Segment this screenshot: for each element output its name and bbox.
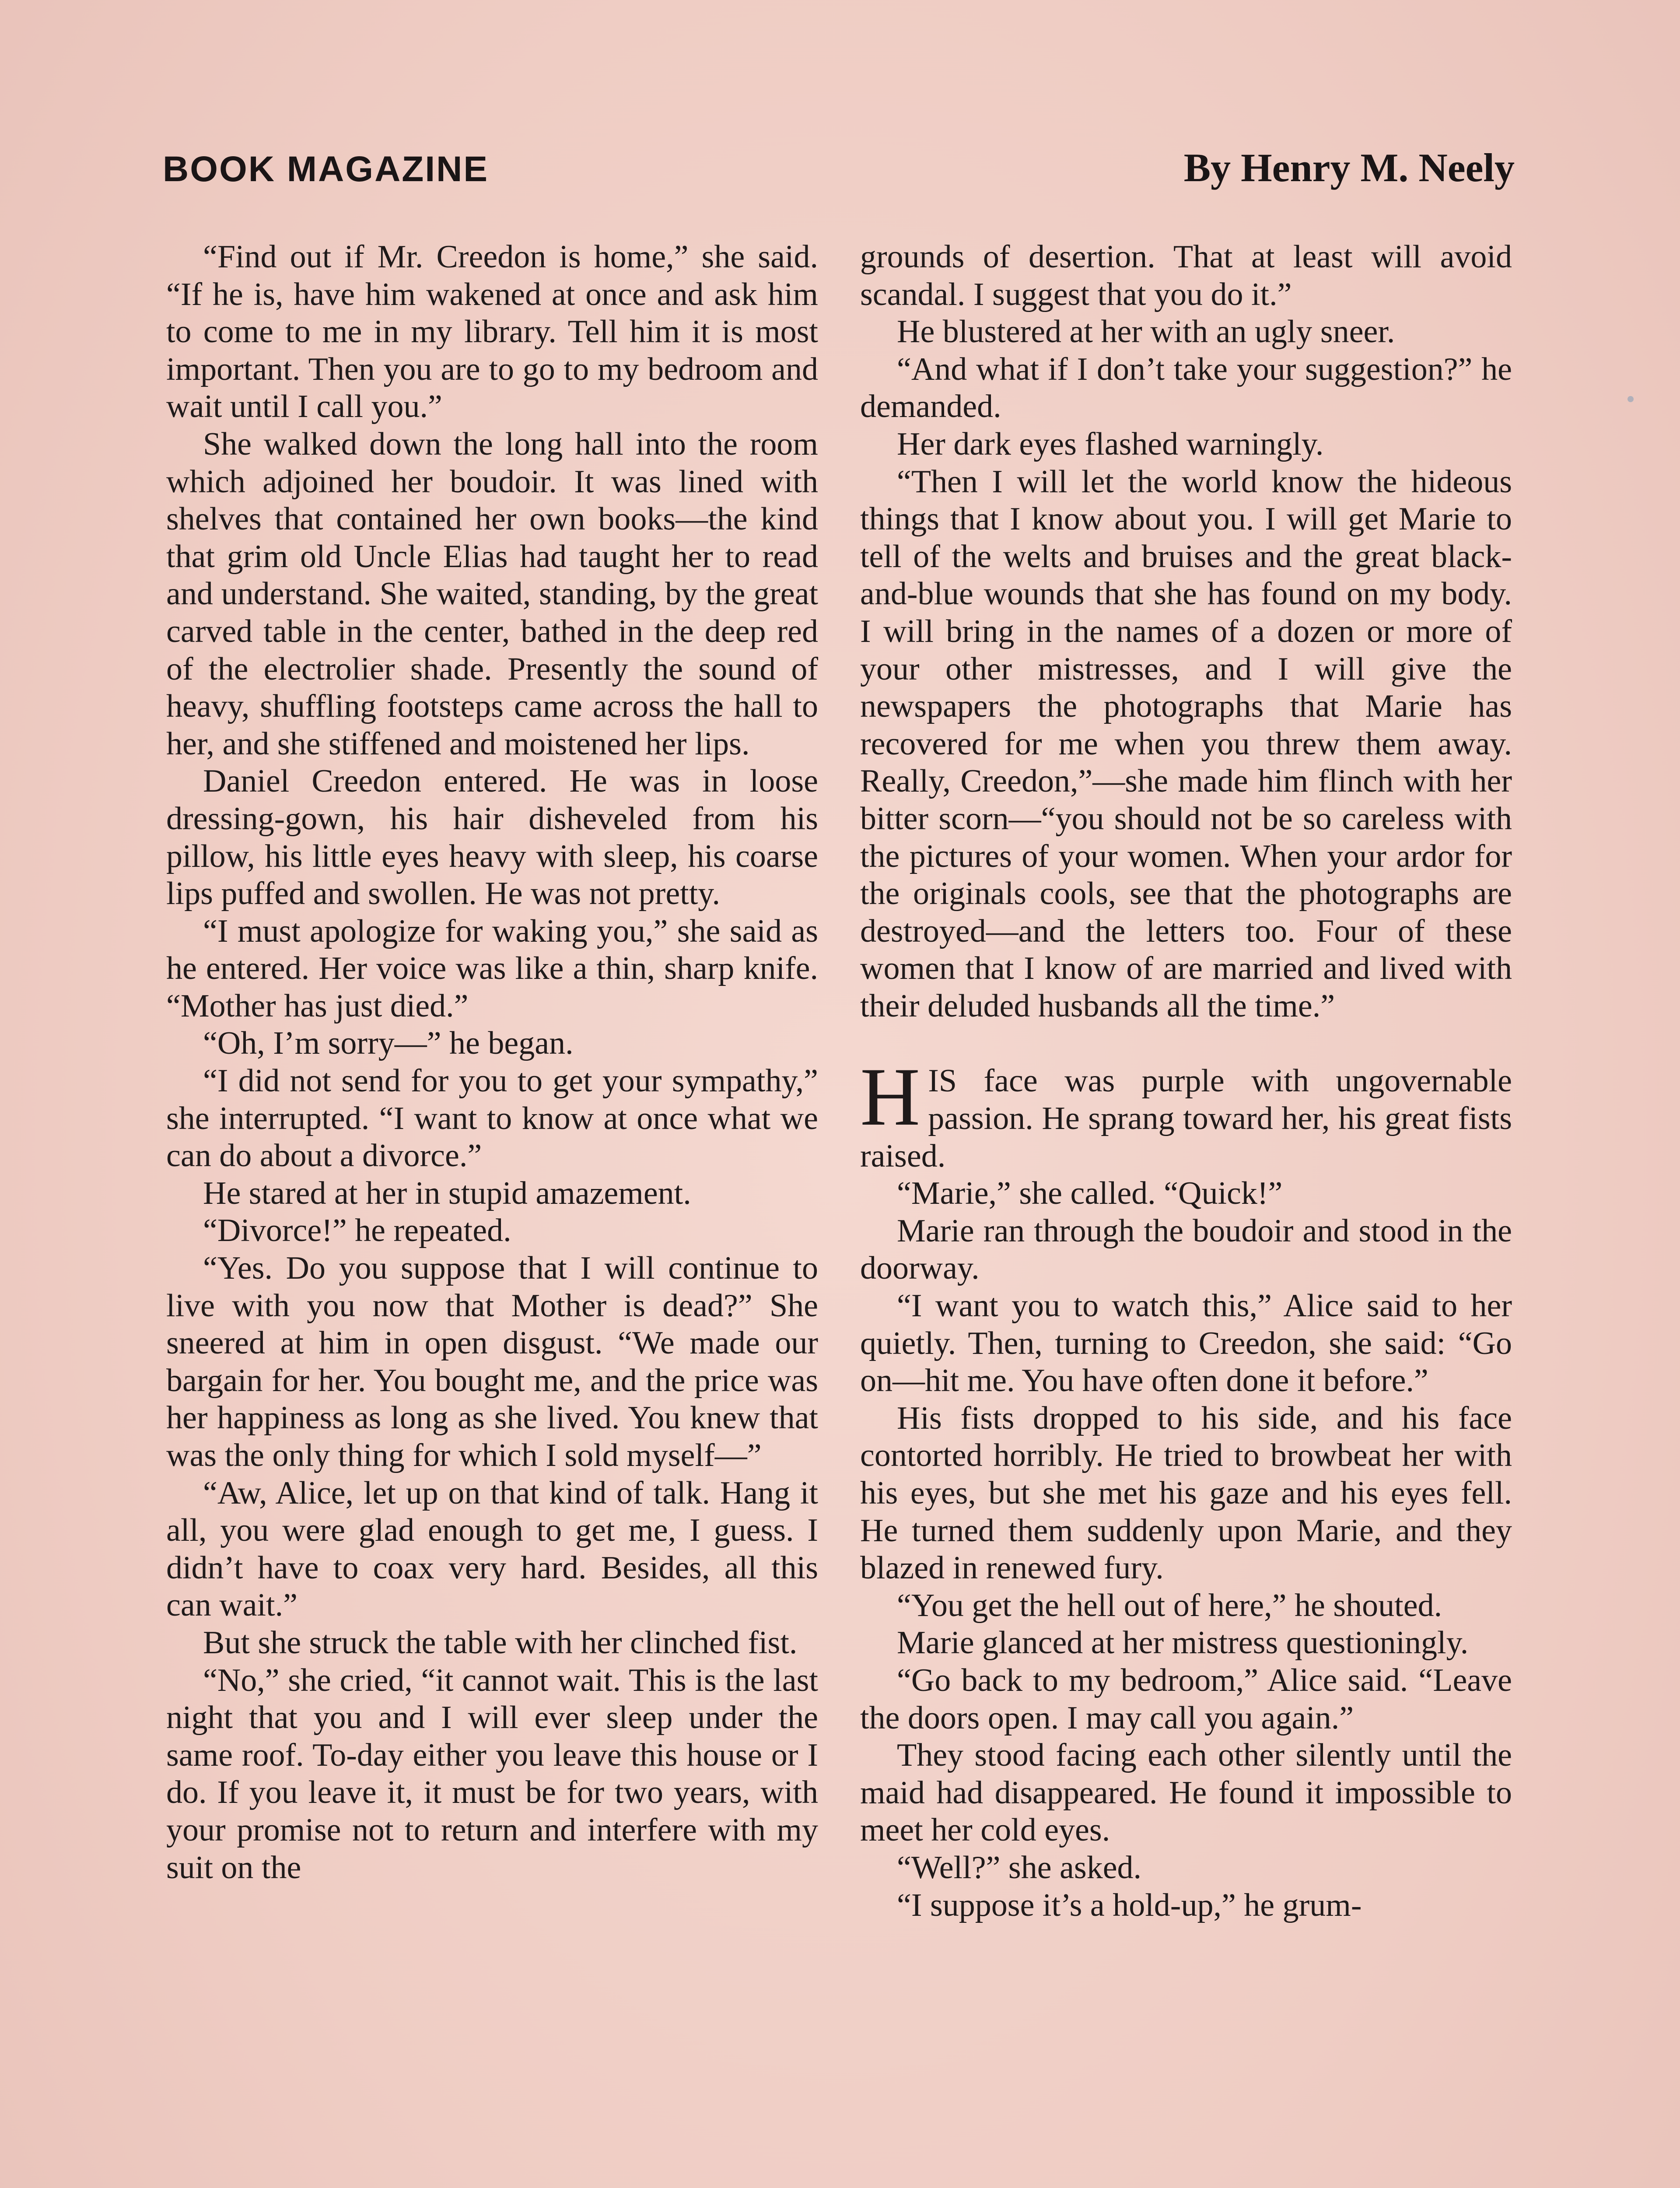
paragraph: “Find out if Mr. Creedon is home,” she said. “If he is, have him wakened at once and ask him to come to me in my library. Tell him it is most important. Then you are to go to my bedroom and wait until I call you.”	[166, 239, 818, 425]
paragraph: “I want you to watch this,” Alice said to her quietly. Then, turning to Creedon, she said: “Go on—hit me. You have often done it before.”	[860, 1288, 1512, 1399]
paragraph: “Marie,” she called. “Quick!”	[897, 1175, 1283, 1212]
paragraph: Daniel Creedon entered. He was in loose dressing-gown, his hair disheveled from his pillow, his little eyes heavy with sleep, his coarse lips puffed and swollen. He was not pretty.	[166, 763, 818, 912]
paragraph: “Then I will let the world know the hideous things that I know about you. I will get Marie to tell of the welts and bruises and the great black-and-blue wounds that she has found on my body. I will bring in the names of a dozen or more of your other mistresses, and I will give the newspapers the photographs that Marie has recovered for me when you threw them away. Really, Creedon,”—she made him flinch with her bitter scorn—“you should not be so careless with the pictures of your women. When your ardor for the originals cools, see that the photographs are destroyed—and the letters too. Four of these women that I know of are married and lived with their deluded husbands all the time.”	[860, 463, 1512, 1024]
paragraph: She walked down the long hall into the room which adjoined her boudoir. It was lined with shelves that contained her own books—the kind that grim old Uncle Elias had taught her to read and understand. She waited, standing, by the great carved table in the center, bathed in the deep red of the electrolier shade. Presently the sound of heavy, shuffling footsteps came across the hall to her, and she stiffened and moistened her lips.	[166, 426, 818, 762]
paragraph: Marie ran through the boudoir and stood in the doorway.	[860, 1213, 1512, 1287]
magazine-title: BOOK MAGAZINE	[163, 149, 489, 189]
section-opening-paragraph	[860, 1051, 1512, 1175]
paragraph: “No,” she cried, “it cannot wait. This is the last night that you and I will ever sleep under the same roof. To-day either you leave this house or I do. If you leave it, it must be for two years, with your promise not to return and interfere with my suit on the	[166, 1662, 818, 1886]
author-byline: By Henry M. Neely	[1183, 145, 1515, 190]
paragraph: “Go back to my bedroom,” Alice said. “Leave the doors open. I may call you again.”	[860, 1662, 1512, 1736]
paragraph: “I must apologize for waking you,” she said as he entered. Her voice was like a thin, sharp knife. “Mother has just died.”	[166, 913, 818, 1024]
paragraph: “Oh, I’m sorry—” he began.	[203, 1025, 574, 1062]
drop-cap: H	[860, 1051, 920, 1143]
paragraph: “Divorce!” he repeated.	[203, 1213, 511, 1249]
left-column	[166, 238, 818, 1886]
paragraph: He blustered at her with an ugly sneer.	[897, 314, 1395, 350]
paragraph: He stared at her in stupid amazement.	[203, 1175, 691, 1211]
paragraph: “Aw, Alice, let up on that kind of talk. Hang it all, you were glad enough to get me, I guess. I didn’t have to coax very hard. Besides, all this can wait.”	[166, 1475, 818, 1623]
paragraph: “You get the hell out of here,” he shouted.	[897, 1587, 1442, 1623]
paragraph: Marie glanced at her mistress questioningly.	[897, 1625, 1469, 1661]
section-opening-text: IS face was purple with ungovernable passion. He sprang toward her, his great fists raised.	[860, 1063, 1512, 1174]
paragraph: “Yes. Do you suppose that I will continue to live with you now that Mother is dead?” She sneered at him in open disgust. “We made our bargain for her. You bought me, and the price was her happiness as long as she lived. You knew that was the only thing for which I sold myself—”	[166, 1250, 818, 1473]
paragraph: “I suppose it’s a hold-up,” he grum-	[897, 1887, 1362, 1923]
paragraph: But she struck the table with her clinched fist.	[203, 1624, 798, 1661]
paragraph: “Well?” she asked.	[897, 1849, 1142, 1886]
paragraph: His fists dropped to his side, and his face contorted horribly. He tried to browbeat her with his eyes, but she met his gaze and his eyes fell. He turned them suddenly upon Marie, and they blazed in renewed fury.	[860, 1400, 1512, 1586]
paragraph: “And what if I don’t take your suggestion?” he demanded.	[860, 351, 1512, 425]
paragraph: “I did not send for you to get your sympathy,” she interrupted. “I want to know at once what we can do about a divorce.”	[166, 1063, 818, 1174]
running-head	[163, 144, 1515, 197]
paragraph: They stood facing each other silently until the maid had disappeared. He found it impossible to meet her cold eyes.	[860, 1737, 1512, 1848]
paper-speck	[1628, 396, 1634, 402]
paragraph: Her dark eyes flashed warningly.	[897, 426, 1324, 462]
paragraph: grounds of desertion. That at least will avoid scandal. I suggest that you do it.”	[860, 239, 1512, 312]
right-column	[860, 238, 1512, 1924]
